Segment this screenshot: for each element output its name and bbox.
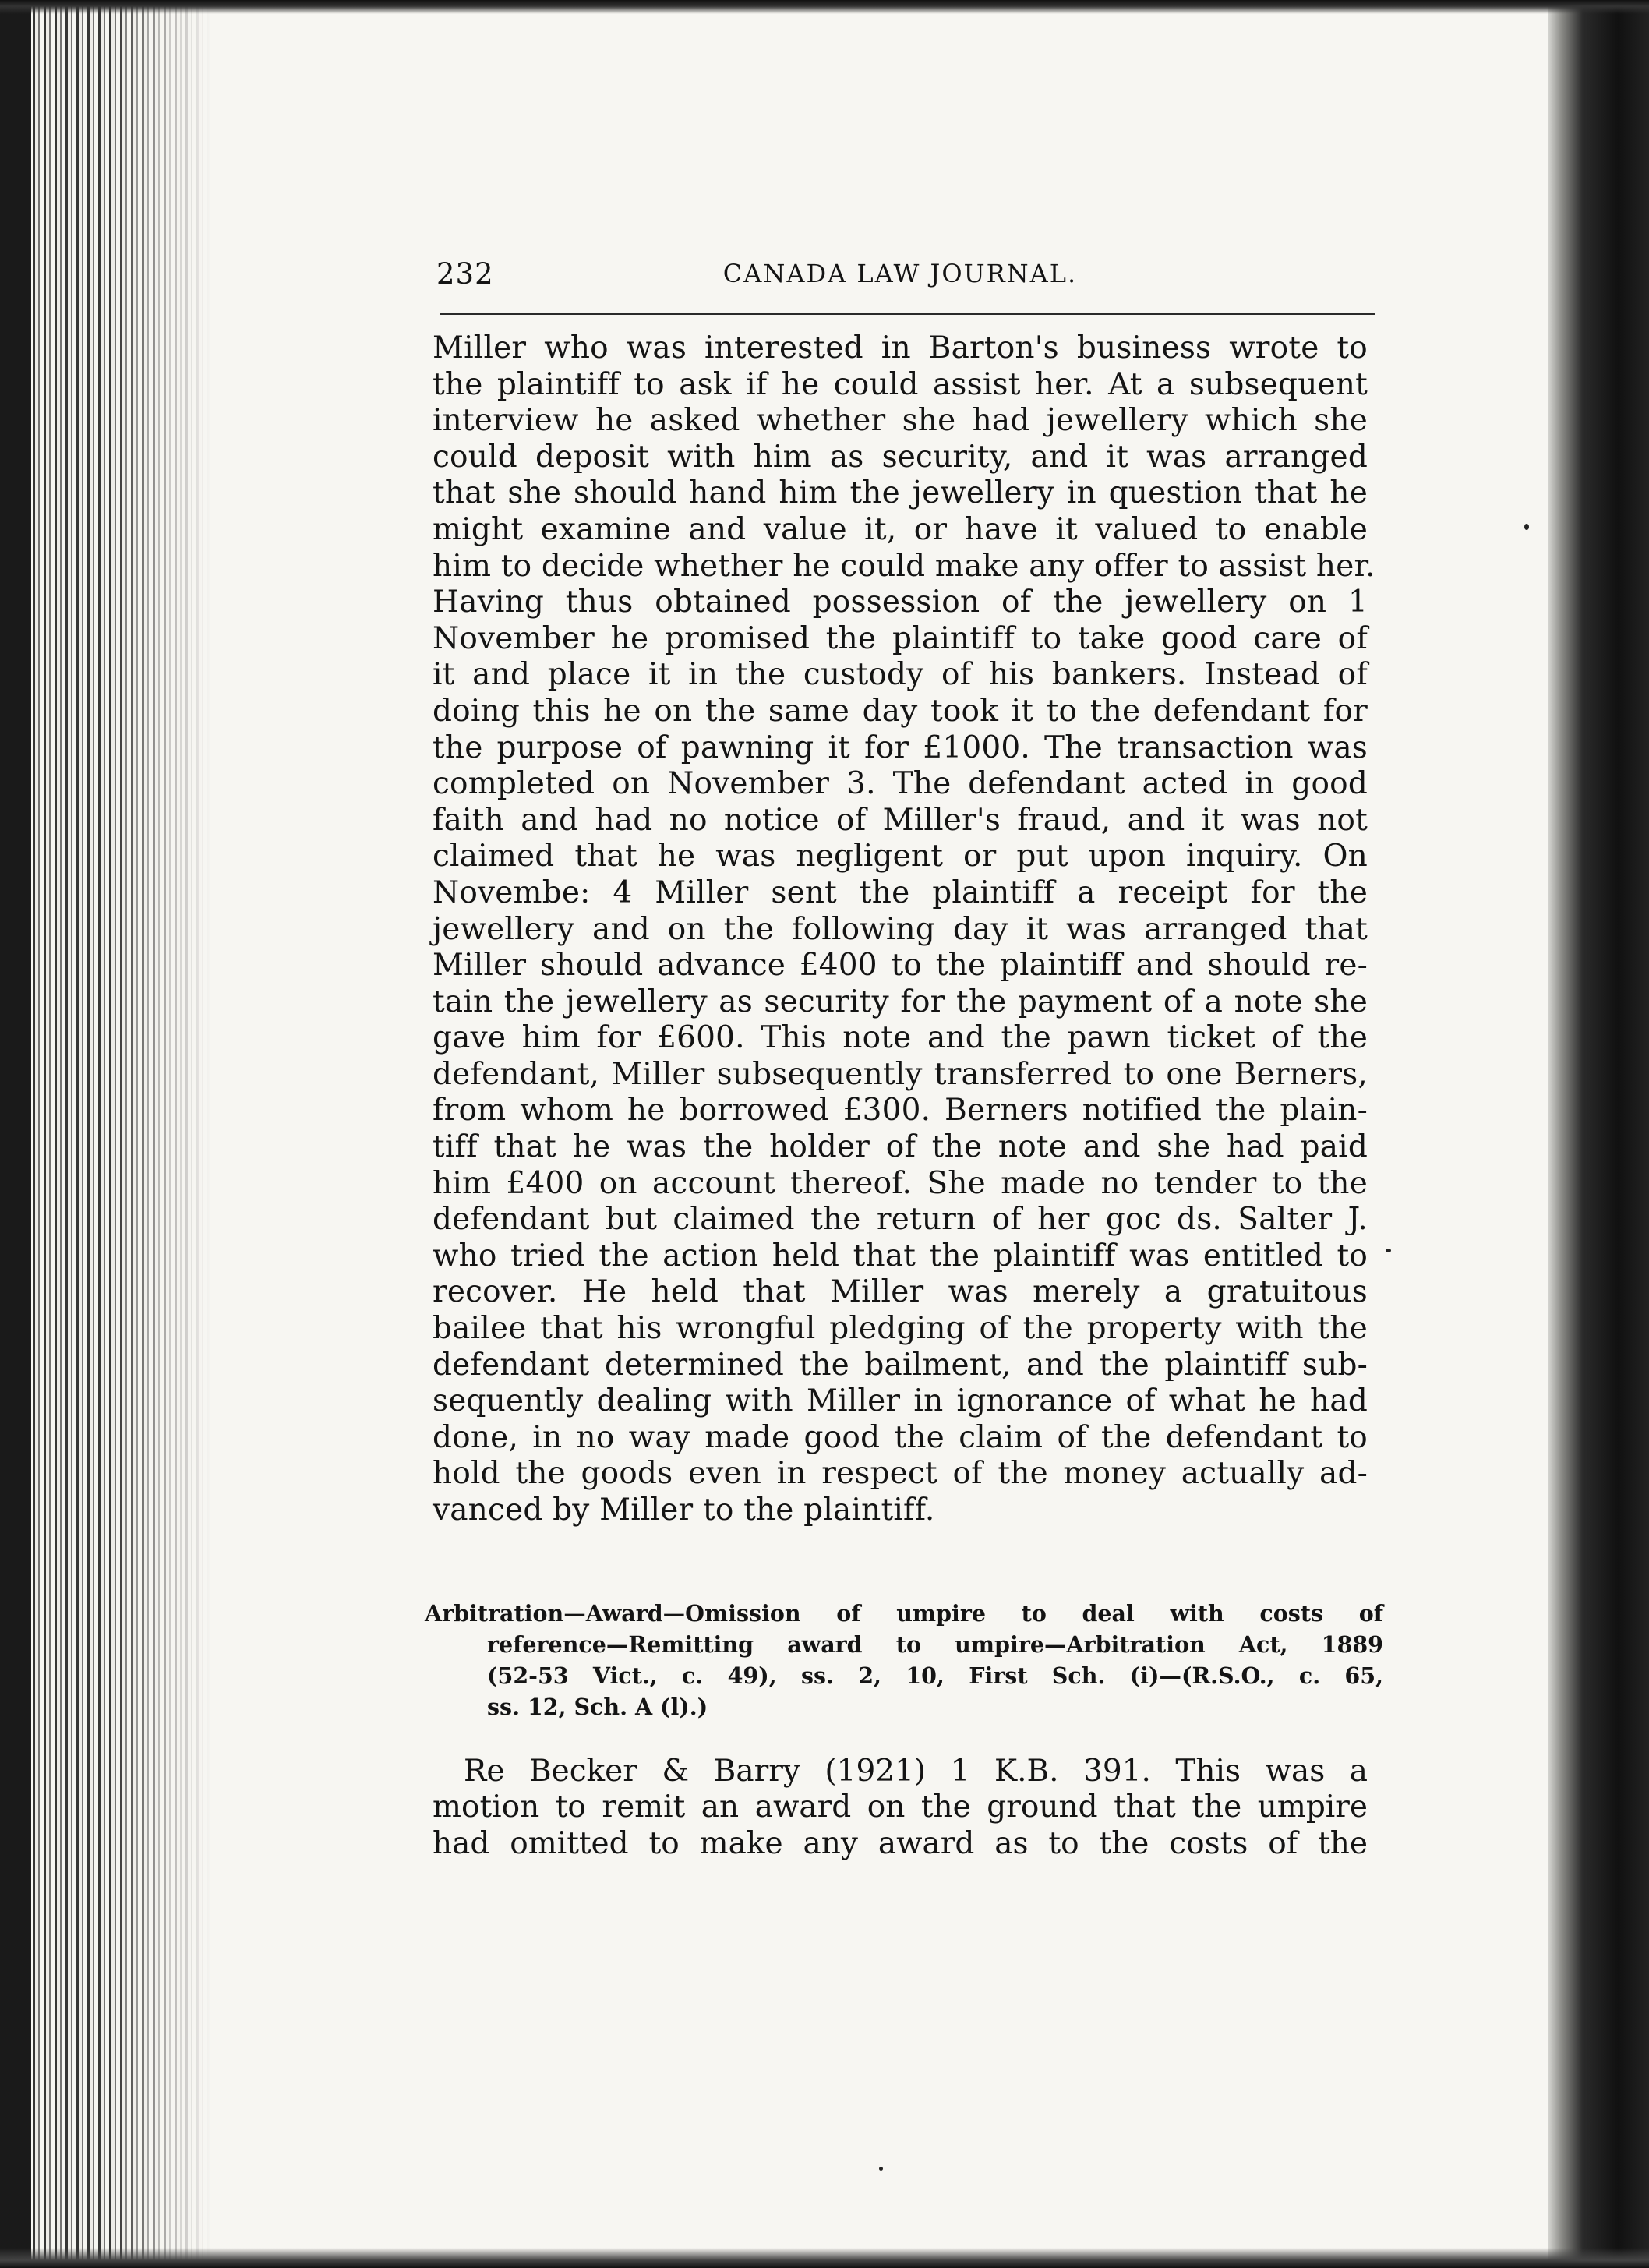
book-page	[425, 257, 1383, 1862]
text-line: Re Becker & Barry (1921) 1 K.B. 391. This was a	[464, 1753, 1368, 1789]
text-line: Novembe: 4 Miller sent the plaintiff a receipt for the	[433, 874, 1368, 910]
text-line: recover. He held that Miller was merely a gratuitous	[433, 1274, 1368, 1310]
headnote-line: Arbitration—Award—Omission of umpire to deal with costs of	[425, 1599, 1383, 1627]
text-line: the plaintiff to ask if he could assist her. At a subsequent	[433, 366, 1368, 402]
text-line: it and place it in the custody of his bankers. Instead of	[433, 657, 1368, 693]
text-line: might examine and value it, or have it valued to enable	[433, 511, 1368, 547]
running-head	[433, 257, 1368, 304]
text-line: Having thus obtained possession of the jewellery on 1	[433, 585, 1368, 620]
header-rule	[440, 313, 1375, 315]
bottom-page-edge	[0, 2248, 1649, 2268]
text-line: him to decide whether he could make any offer to assist her.	[433, 548, 1375, 584]
text-line: doing this he on the same day took it to the defendant for	[433, 693, 1368, 729]
text-line: gave him for £600. This note and the pawn ticket of the	[433, 1020, 1368, 1056]
headnote-line: reference—Remitting award to umpire—Arbitration Act, 1889	[487, 1630, 1383, 1658]
text-line: Miller should advance £400 to the plaintiff and should re-	[433, 948, 1368, 984]
case-headnote	[425, 1598, 1383, 1722]
text-line: jewellery and on the following day it was arranged that	[433, 911, 1368, 947]
text-line: tain the jewellery as security for the payment of a note she	[433, 984, 1368, 1019]
text-line: November he promised the plaintiff to take good care of	[433, 620, 1368, 656]
top-page-edge	[0, 0, 1649, 14]
text-line: had omitted to make any award as to the costs of the	[433, 1825, 1368, 1861]
text-line: tiff that he was the holder of the note and she had paid	[433, 1129, 1368, 1165]
text-line: interview he asked whether she had jewellery which she	[433, 403, 1368, 439]
journal-title: CANADA LAW JOURNAL.	[722, 259, 1078, 288]
page-number: 232	[436, 257, 494, 291]
text-line: defendant determined the bailment, and the plaintiff sub-	[433, 1347, 1368, 1383]
case-paragraph	[433, 1754, 1368, 1863]
left-binding-edge	[0, 0, 210, 2268]
text-line: defendant but claimed the return of her goc ds. Salter J.	[433, 1202, 1368, 1238]
text-line: bailee that his wrongful pledging of the property with the	[433, 1311, 1368, 1347]
text-line: who tried the action held that the plaintiff was entitled to	[433, 1238, 1368, 1274]
left-binding-shadow	[0, 0, 31, 2268]
headnote-line: (52-53 Vict., c. 49), ss. 2, 10, First Sch. (i)—(R.S.O., c. 65,	[487, 1662, 1383, 1689]
text-line: him £400 on account thereof. She made no tender to the	[433, 1165, 1368, 1201]
text-line: the purpose of pawning it for £1000. The transaction was	[433, 730, 1368, 765]
text-line: Miller who was interested in Barton's business wrote to	[433, 330, 1368, 366]
right-binding-spine	[1548, 0, 1649, 2268]
text-line: claimed that he was negligent or put upon inquiry. On	[433, 839, 1368, 874]
text-line: that she should hand him the jewellery in question that he	[433, 475, 1368, 511]
text-line: could deposit with him as security, and it was arranged	[433, 439, 1368, 475]
scan-speck	[1386, 1249, 1391, 1252]
text-line: defendant, Miller subsequently transferred to one Berners,	[433, 1056, 1368, 1092]
body-paragraph	[433, 330, 1375, 1529]
scan-speck	[879, 2167, 883, 2171]
scan-speck	[1524, 524, 1529, 530]
headnote-line: ss. 12, Sch. A (l).)	[487, 1693, 708, 1720]
text-line: vanced by Miller to the plaintiff.	[433, 1493, 935, 1528]
text-line: motion to remit an award on the ground that the umpire	[433, 1789, 1368, 1825]
text-line: completed on November 3. The defendant acted in good	[433, 766, 1368, 802]
text-line: faith and had no notice of Miller's fraud, and it was not	[433, 802, 1368, 838]
text-line: hold the goods even in respect of the money actually ad-	[433, 1456, 1368, 1492]
text-line: done, in no way made good the claim of the defendant to	[433, 1419, 1368, 1455]
text-line: from whom he borrowed £300. Berners notified the plain-	[433, 1093, 1368, 1129]
text-line: sequently dealing with Miller in ignorance of what he had	[433, 1383, 1368, 1419]
